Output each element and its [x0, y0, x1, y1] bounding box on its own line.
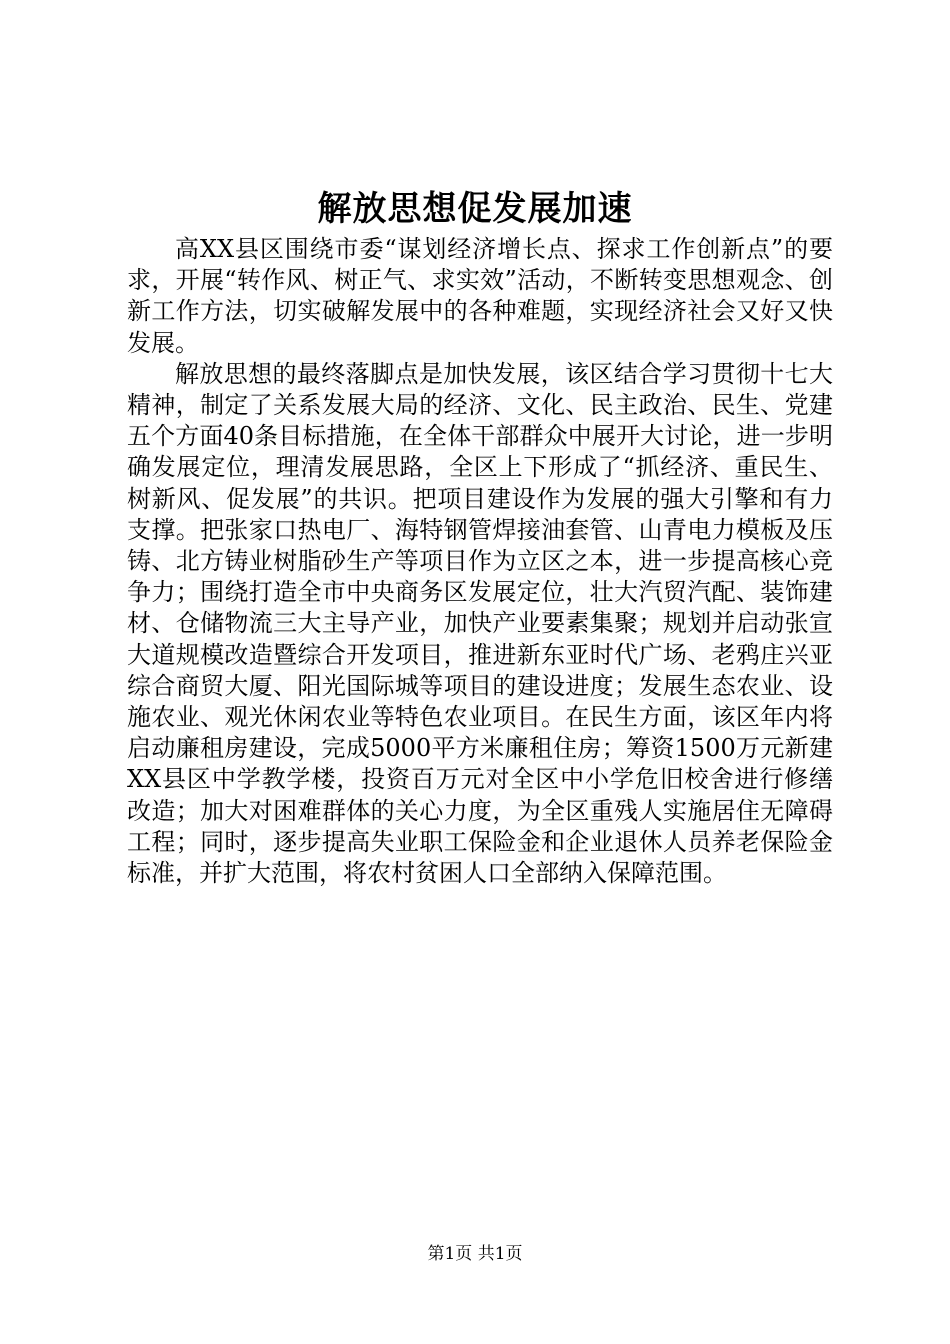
paragraph-1: 高XX县区围绕市委“谋划经济增长点、探求工作创新点”的要求，开展“转作风、树正气、求实效”活动，不断转变思想观念、创新工作方法，切实破解发展中的各种难题，实现经济社会又好又快发展。	[127, 235, 833, 357]
document-title: 解放思想促发展加速	[317, 189, 633, 229]
document-body	[127, 234, 833, 889]
paragraph-2: 解放思想的最终落脚点是加快发展，该区结合学习贯彻十七大精神，制定了关系发展大局的经济、文化、民主政治、民生、党建五个方面40条目标措施，在全体干部群众中展开大讨论，进一步明确发展定位，理清发展思路，全区上下形成了“抓经济、重民生、树新风、促发展”的共识。把项目建设作为发展的强大引擎和有力支撑。把张家口热电厂、海特钢管焊接油套管、山青电力模板及压铸、北方铸业树脂砂生产等项目作为立区之本，进一步提高核心竞争力；围绕打造全市中央商务区发展定位，壮大汽贸汽配、装饰建材、仓储物流三大主导产业，加快产业要素集聚；规划并启动张宣大道规模改造暨综合开发项目，推进新东亚时代广场、老鸦庄兴亚综合商贸大厦、阳光国际城等项目的建设进度；发展生态农业、设施农业、观光休闲农业等特色农业项目。在民生方面，该区年内将启动廉租房建设，完成5000平方米廉租住房；筹资1500万元新建XX县区中学教学楼，投资百万元对全区中小学危旧校舍进行修缮改造；加大对困难群体的关心力度，为全区重残人实施居住无障碍工程；同时，逐步提高失业职工保险金和企业退休人员养老保险金标准，并扩大范围，将农村贫困人口全部纳入保障范围。	[127, 359, 833, 888]
page-footer: 第1页 共1页	[427, 1244, 523, 1264]
